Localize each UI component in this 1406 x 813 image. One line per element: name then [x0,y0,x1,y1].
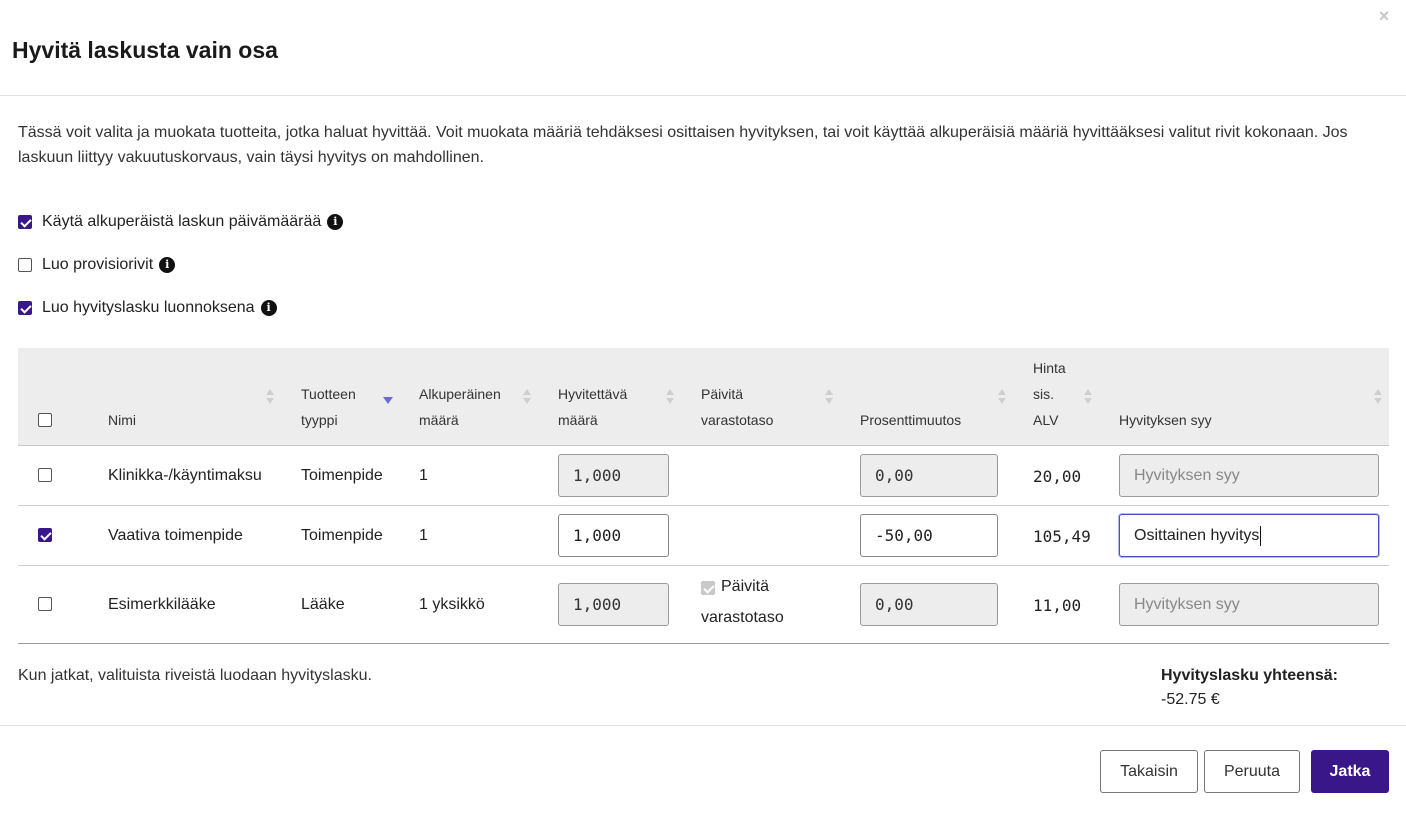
cancel-button[interactable]: Peruuta [1204,750,1300,793]
option-label: Luo hyvityslasku luonnoksena [42,299,255,316]
header-percent[interactable]: Prosenttimuutos [860,412,962,428]
row-orig-qty: 1 [419,467,428,484]
header-price[interactable]: Hinta sis. ALV [1033,360,1066,428]
sort-desc-icon[interactable] [383,397,393,405]
total-label: Hyvityslasku yhteensä: [1161,667,1338,684]
sort-icon[interactable] [666,389,674,405]
reason-input[interactable] [1119,514,1379,557]
percent-input[interactable]: -50,00 [860,514,998,557]
sort-icon[interactable] [825,389,833,405]
credit-qty-input[interactable]: 1,000 [558,514,669,557]
close-icon[interactable]: × [1378,6,1390,26]
option-label: Käytä alkuperäistä laskun päivämäärää [42,213,322,230]
row-checkbox[interactable] [38,468,52,482]
footer-divider [0,725,1406,726]
row-name: Esimerkkilääke [108,596,216,613]
text-caret [1260,526,1261,546]
draft-checkbox[interactable] [18,301,32,315]
update-stock-checkbox[interactable] [701,581,715,595]
sort-icon[interactable] [523,389,531,405]
total-value: -52.75 € [1161,691,1220,708]
header-orig-qty[interactable]: Alkuperäinen määrä [419,386,501,428]
table-header [18,348,1389,446]
row-orig-qty: 1 yksikkö [419,596,485,613]
table-row [18,566,1389,644]
select-all-checkbox[interactable] [38,413,52,427]
modal-title: Hyvitä laskusta vain osa [12,37,278,63]
sort-icon[interactable] [998,389,1006,405]
sort-icon[interactable] [266,389,274,405]
row-type: Lääke [301,596,345,613]
continue-button[interactable]: Jatka [1311,750,1389,793]
credit-qty-input[interactable]: 1,000 [558,454,669,497]
original-date-checkbox[interactable] [18,215,32,229]
sort-icon[interactable] [1084,389,1092,405]
option-provision-rows[interactable] [18,256,175,274]
info-icon[interactable]: i [327,214,343,230]
header-name[interactable]: Nimi [108,412,136,428]
update-stock-label: varastotaso [701,609,784,626]
row-name: Vaativa toimenpide [108,527,243,544]
provision-rows-checkbox[interactable] [18,258,32,272]
option-original-date[interactable] [18,213,343,231]
info-icon[interactable]: i [159,257,175,273]
table-row [18,446,1389,506]
row-type: Toimenpide [301,467,383,484]
info-icon[interactable]: i [261,300,277,316]
row-checkbox[interactable] [38,597,52,611]
sort-icon[interactable] [1374,389,1382,405]
footer-note: Kun jatkat, valituista riveistä luodaan hyvityslasku. [18,667,372,684]
table-row [18,506,1389,566]
credit-table [18,348,1389,644]
reason-input[interactable]: Hyvityksen syy [1119,583,1379,626]
option-label: Luo provisiorivit [42,256,154,273]
back-button[interactable]: Takaisin [1100,750,1198,793]
header-credit-qty[interactable]: Hyvitettävä määrä [558,386,628,428]
modal-header [0,0,1406,96]
row-price: 20,00 [1033,467,1082,486]
reason-input[interactable]: Hyvityksen syy [1119,454,1379,497]
row-type: Toimenpide [301,527,383,544]
header-reason[interactable]: Hyvityksen syy [1119,412,1212,428]
option-draft[interactable] [18,299,277,317]
update-stock-label: Päivitä [721,578,770,595]
percent-input[interactable]: 0,00 [860,454,998,497]
percent-input[interactable]: 0,00 [860,583,998,626]
row-name: Klinikka-/käyntimaksu [108,467,262,484]
row-orig-qty: 1 [419,527,428,544]
header-type[interactable]: Tuotteen tyyppi [301,386,356,428]
intro-text: Tässä voit valita ja muokata tuotteita, jotka haluat hyvittää. Voit muokata määriä tehdäksesi osittaisen hyvityksen, tai voit käyttää alkuperäisiä määriä hyvittääksesi valitut rivit kokonaan. Jos laskuun liittyy vakuutuskorvaus, vain täysi hyvitys on mahdollinen. [18,124,1348,166]
header-update-stock[interactable]: Päivitä varastotaso [701,386,774,428]
row-price: 11,00 [1033,596,1082,615]
row-price: 105,49 [1033,527,1091,546]
reason-value: Osittainen hyvitys [1134,527,1260,544]
credit-qty-input[interactable]: 1,000 [558,583,669,626]
row-checkbox[interactable] [38,528,52,542]
